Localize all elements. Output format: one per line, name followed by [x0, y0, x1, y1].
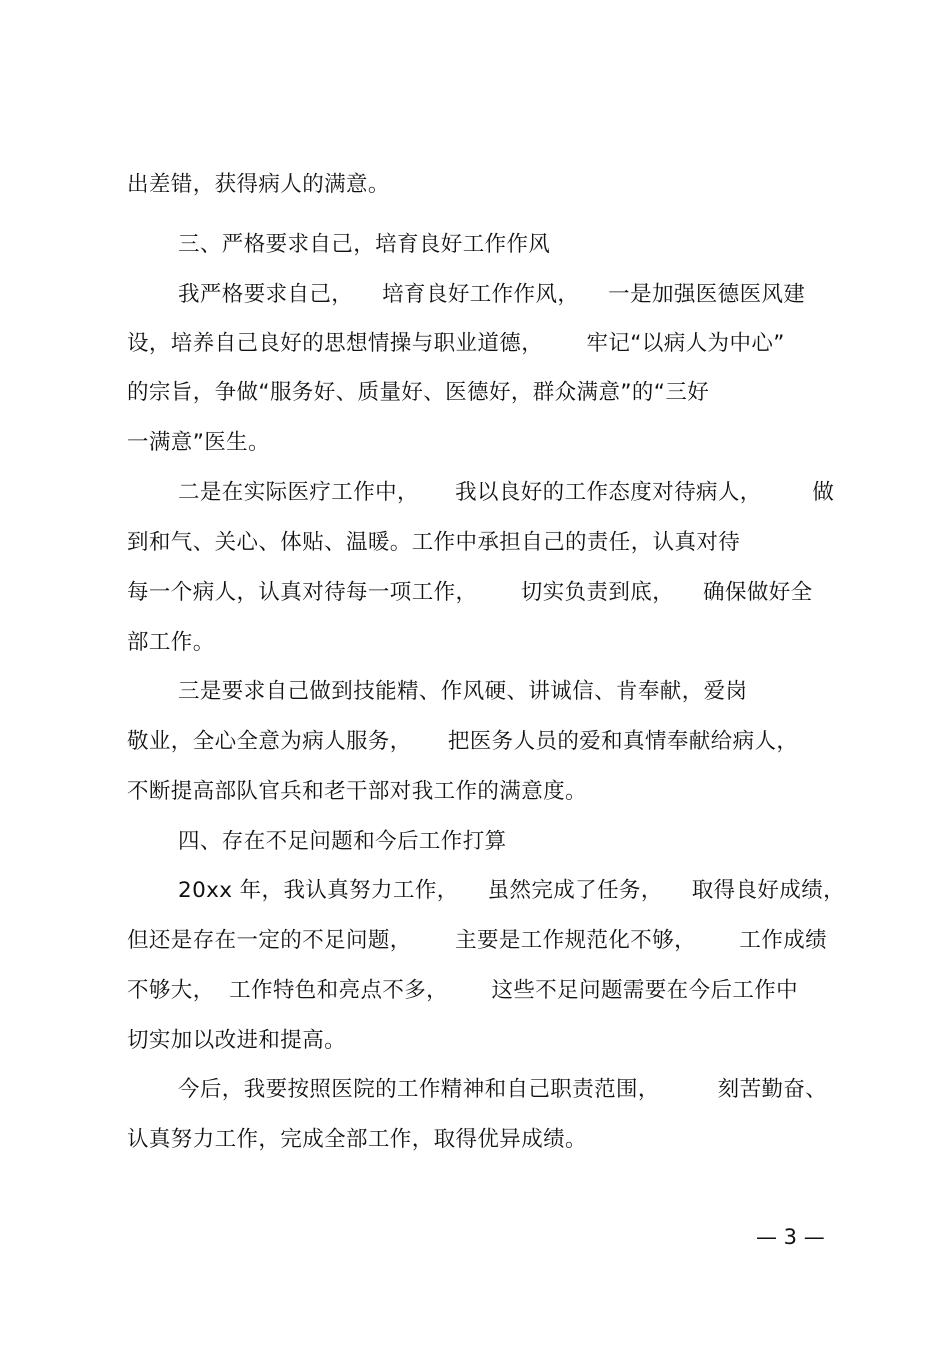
page-number: — 3 — [756, 1225, 825, 1249]
section-heading: 三、严格要求自己，培育良好工作作风 [178, 232, 551, 257]
text-line: 出差错，获得病人的满意。 [127, 172, 390, 197]
text-line: 一满意”医生。 [127, 430, 270, 455]
text-line: 我严格要求自己， 培育良好工作作风， 一是加强医德医风建 [178, 282, 806, 307]
text-line: 敬业，全心全意为病人服务， 把医务人员的爱和真情奉献给病人， [127, 729, 799, 754]
text-line: 三是要求自己做到技能精、作风硬、讲诚信、肯奉献，爱岗 [178, 679, 748, 704]
text-line: 到和气、关心、体贴、温暖。工作中承担自己的责任，认真对待 [127, 530, 741, 555]
text-line: 认真努力工作，完成全部工作，取得优异成绩。 [127, 1127, 587, 1152]
text-line: 的宗旨，争做“服务好、质量好、医德好，群众满意”的“三好 [127, 380, 710, 405]
text-line: 每一个病人，认真对待每一项工作， 切实负责到底， 确保做好全 [127, 580, 813, 605]
text-line: 不够大， 工作特色和亮点不多， 这些不足问题需要在今后工作中 [127, 978, 799, 1003]
text-line: 但还是存在一定的不足问题， 主要是工作规范化不够， 工作成绩 [127, 928, 828, 953]
text-line: 切实加以改进和提高。 [127, 1028, 347, 1053]
text-line: 部工作。 [127, 630, 215, 655]
text-line: 二是在实际医疗工作中， 我以良好的工作态度对待病人， 做 [178, 480, 835, 505]
text-line: 设，培养自己良好的思想情操与职业道德， 牢记“以病人为中心” [127, 331, 785, 356]
text-line: 今后，我要按照医院的工作精神和自己职责范围， 刻苦勤奋、 [178, 1077, 828, 1102]
text-line: 不断提高部队官兵和老干部对我工作的满意度。 [127, 779, 587, 804]
section-heading: 四、存在不足问题和今后工作打算 [178, 829, 507, 854]
text-line: 20xx 年，我认真努力工作， 虽然完成了任务， 取得良好成绩， [178, 878, 846, 903]
